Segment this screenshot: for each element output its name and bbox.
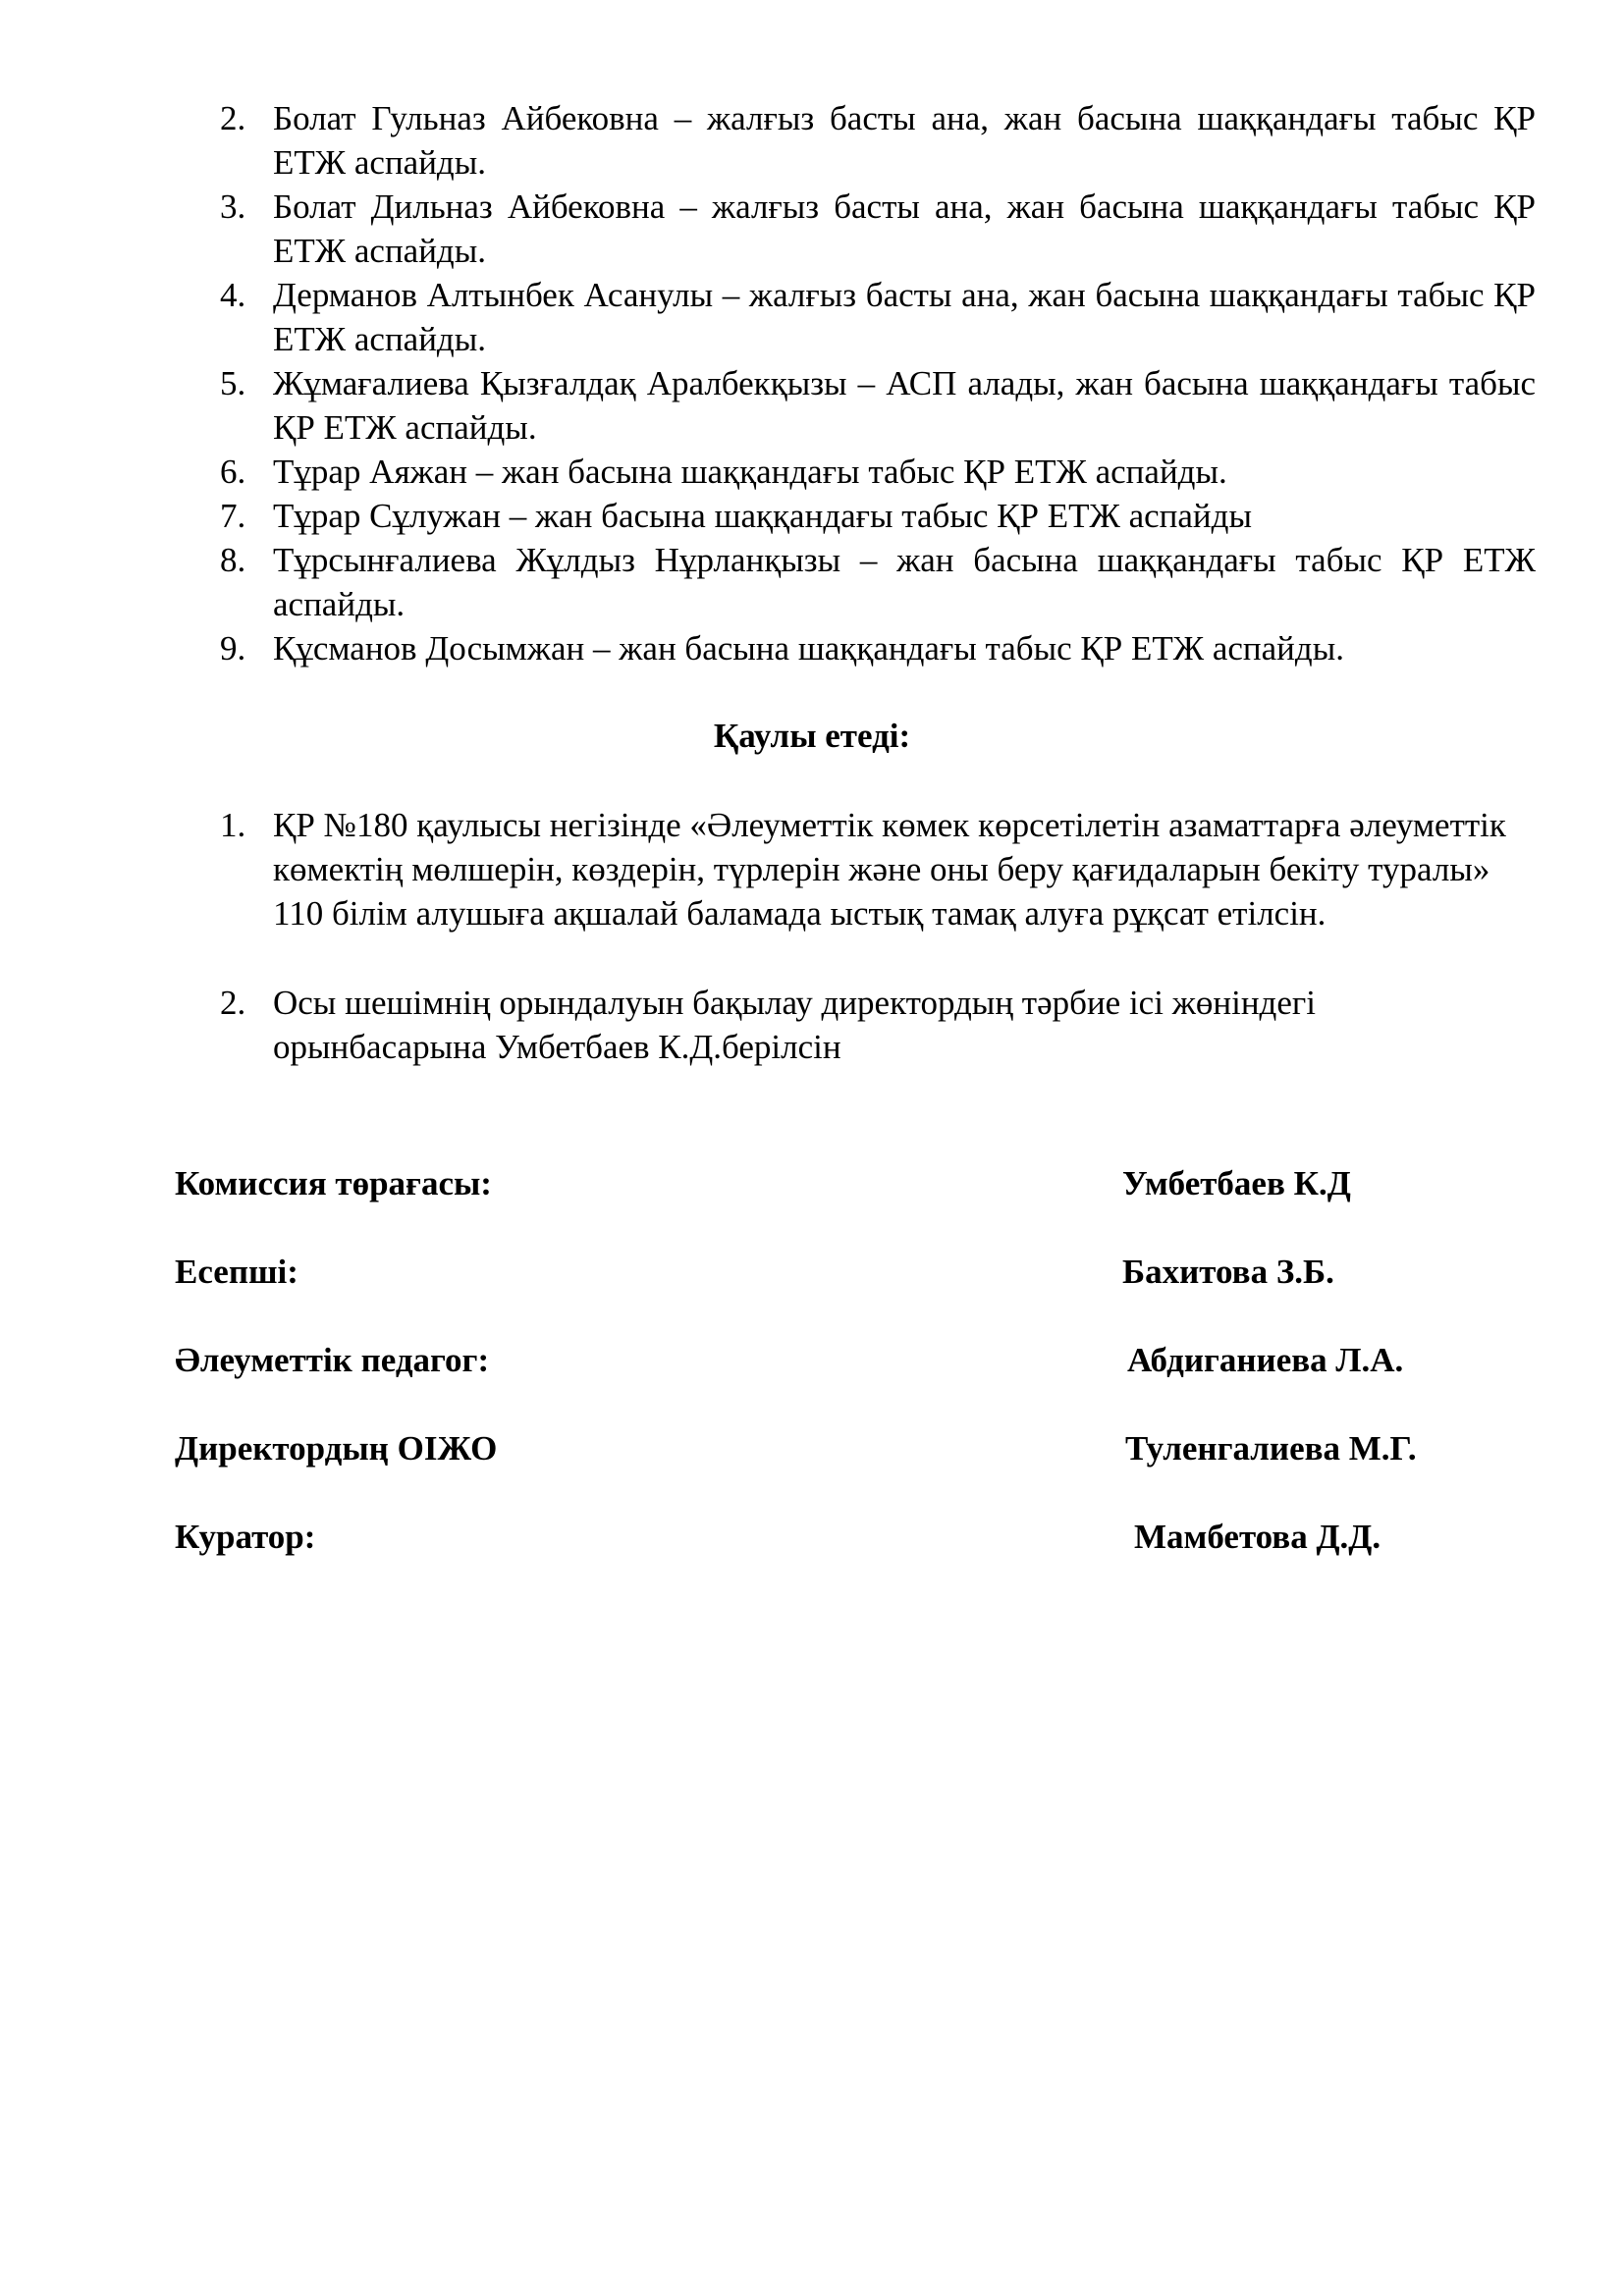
list-item — [220, 626, 1536, 670]
list-item-text: Құсманов Досымжан – жан басына шаққандағы табыс ҚР ЕТЖ аспайды. — [273, 629, 1344, 667]
list-item-number: 8. — [220, 541, 246, 579]
list-item — [220, 450, 1536, 494]
signature-name: Бахитова З.Б. — [1122, 1253, 1334, 1291]
decision-item-number: 1. — [220, 806, 246, 844]
decision-item-text: Осы шешімнің орындалуын бақылау директордың тәрбие ісі жөніндегі орынбасарына Умбетбаев К.Д.берілсін — [273, 984, 1316, 1066]
list-item-text: Тұрсынғалиева Жұлдыз Нұрланқызы – жан басына шаққандағы табыс ҚР ЕТЖ аспайды. — [273, 541, 1536, 623]
list-item-number: 7. — [220, 497, 246, 535]
list-item-number: 3. — [220, 187, 246, 226]
list-item-number: 6. — [220, 453, 246, 491]
list-item-text: Жұмағалиева Қызғалдақ Аралбекқызы – АСП алады, жан басына шаққандағы табыс ҚР ЕТЖ аспайды. — [273, 364, 1536, 447]
list-item-number: 2. — [220, 99, 246, 137]
list-item — [220, 96, 1536, 185]
list-item — [220, 538, 1536, 626]
list-item-text: Тұрар Аяжан – жан басына шаққандағы табыс ҚР ЕТЖ аспайды. — [273, 453, 1227, 491]
signature-name: Абдиганиева Л.А. — [1127, 1341, 1404, 1379]
list-item — [220, 185, 1536, 273]
list-item — [220, 361, 1536, 450]
list-item — [220, 273, 1536, 361]
signature-role: Директордың ОІЖО — [175, 1429, 498, 1468]
decision-item — [220, 803, 1536, 935]
list-item-number: 9. — [220, 629, 246, 667]
signature-name: Умбетбаев К.Д — [1122, 1164, 1351, 1202]
signature-role: Куратор: — [175, 1518, 316, 1556]
list-item-text: Болат Дильназ Айбековна – жалғыз басты ана, жан басына шаққандағы табыс ҚР ЕТЖ аспайды. — [273, 187, 1536, 270]
signature-role: Әлеуметтік педагог: — [175, 1341, 490, 1379]
signature-role: Есепші: — [175, 1253, 298, 1291]
list-item-text: Болат Гульназ Айбековна – жалғыз басты ана, жан басына шаққандағы табыс ҚР ЕТЖ аспайды. — [273, 99, 1536, 182]
decision-item — [220, 981, 1536, 1069]
signature-name: Мамбетова Д.Д. — [1134, 1518, 1381, 1556]
decision-item-number: 2. — [220, 984, 246, 1022]
list-item — [220, 494, 1536, 538]
list-item-number: 5. — [220, 364, 246, 402]
beneficiary-list — [220, 96, 1536, 670]
decision-heading: Қаулы етеді: — [713, 717, 911, 755]
signature-name: Туленгалиева М.Г. — [1125, 1429, 1417, 1468]
decision-item-text: ҚР №180 қаулысы негізінде «Әлеуметтік көмек көрсетілетін азаматтарға әлеуметтік көмектің мөлшерін, көздерін, түрлерін және оны беру қағидаларын бекіту туралы» 110 білім алушыға ақшалай баламада ыстық тамақ алуға рұқсат етілсін. — [273, 806, 1506, 933]
decision-list — [220, 803, 1536, 1069]
list-item-text: Тұрар Сұлужан – жан басына шаққандағы табыс ҚР ЕТЖ аспайды — [273, 497, 1252, 535]
list-item-text: Дерманов Алтынбек Асанулы – жалғыз басты ана, жан басына шаққандағы табыс ҚР ЕТЖ аспайды. — [273, 276, 1536, 358]
list-item-number: 4. — [220, 276, 246, 314]
signature-role: Комиссия төрағасы: — [175, 1164, 492, 1202]
